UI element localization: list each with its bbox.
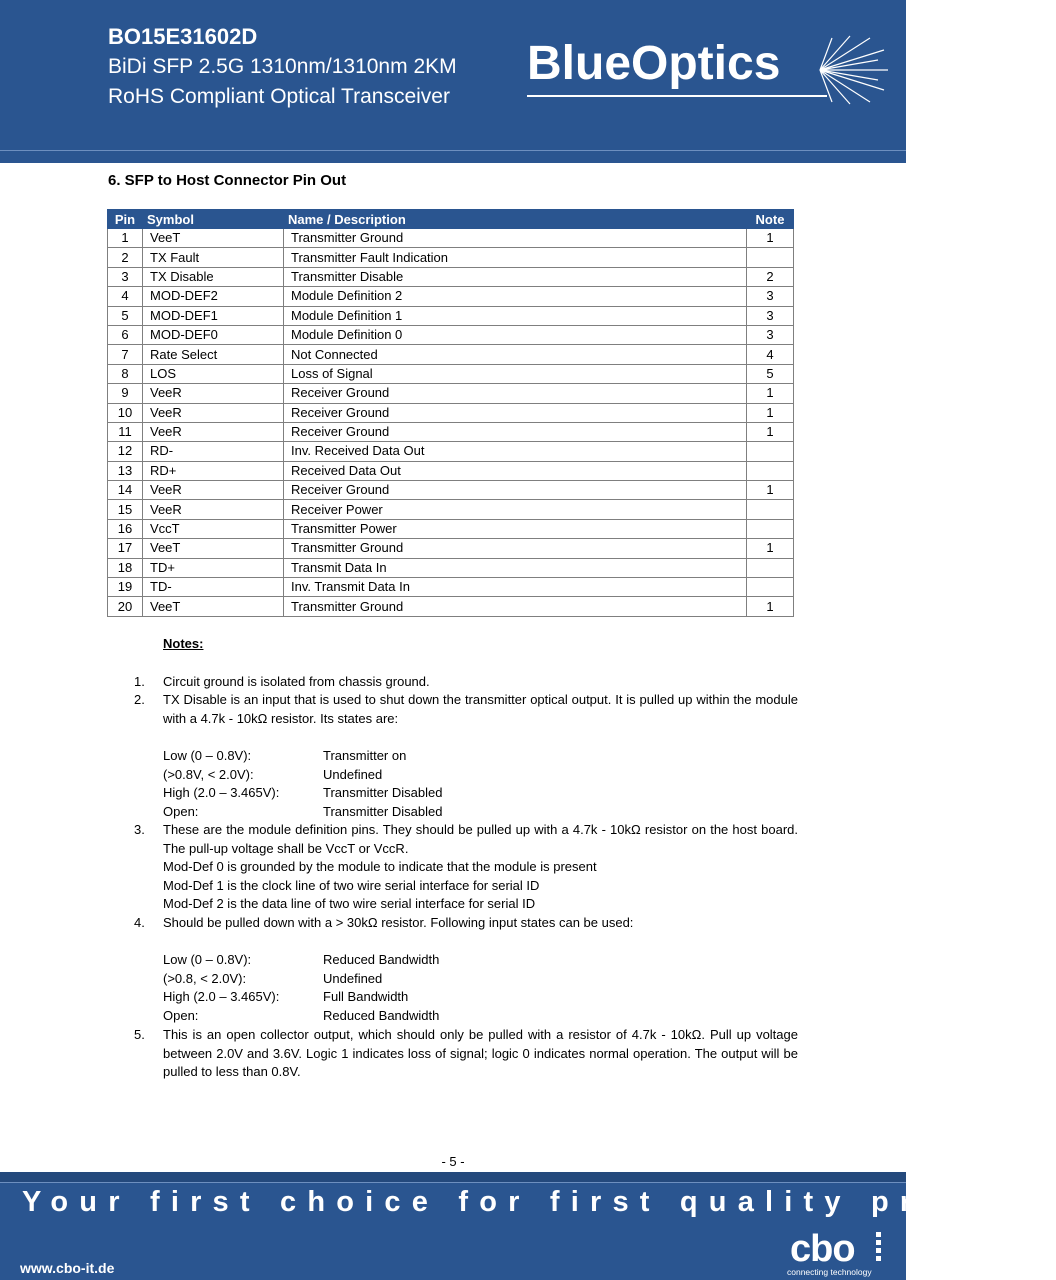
pin-number: 15 — [108, 500, 143, 519]
pin-number: 16 — [108, 519, 143, 538]
header-band — [0, 150, 906, 163]
pin-number: 4 — [108, 287, 143, 306]
note-text: This is an open collector output, which should only be pulled with a resistor of 4.7k - 10kΩ. Pull up voltage between 2.0V and 3.6V. Logic 1 indicates loss of signal; logic 0 indicates normal operation. The output will be pulled to less than 0.8V. — [163, 1027, 798, 1080]
logo-underline — [527, 95, 827, 97]
pin-description: Inv. Received Data Out — [284, 442, 747, 461]
pin-number: 3 — [108, 267, 143, 286]
footer-website-link[interactable]: www.cbo-it.de — [20, 1260, 115, 1276]
state-condition: High (2.0 – 3.465V): — [163, 989, 280, 1005]
state-condition: Low (0 – 0.8V): — [163, 748, 252, 763]
state-condition: Open: — [163, 803, 199, 819]
pin-symbol: VeeR — [143, 500, 284, 519]
state-result: Reduced Bandwidth — [323, 1007, 440, 1023]
pin-number: 13 — [108, 461, 143, 480]
table-row — [108, 481, 794, 500]
notes-title: Notes: — [163, 636, 204, 651]
pin-note: 3 — [747, 325, 794, 344]
product-description-line2: RoHS Compliant Optical Transceiver — [108, 85, 450, 108]
rate-select-states — [163, 951, 439, 1025]
state-result: Undefined — [323, 970, 383, 986]
table-row — [108, 403, 794, 422]
header-note: Note — [747, 210, 794, 229]
pin-description: Module Definition 0 — [284, 325, 747, 344]
pin-symbol: MOD-DEF1 — [143, 306, 284, 325]
table-header-row — [108, 210, 794, 229]
pin-note: 1 — [747, 229, 794, 248]
state-row — [163, 951, 439, 970]
table-row — [108, 384, 794, 403]
cbo-dots-icon — [876, 1232, 882, 1268]
pin-number: 17 — [108, 539, 143, 558]
pin-description: Receiver Ground — [284, 481, 747, 500]
state-row — [163, 747, 442, 766]
pin-symbol: TX Disable — [143, 267, 284, 286]
pin-description: Module Definition 2 — [284, 287, 747, 306]
note-5 — [134, 1026, 798, 1082]
pin-symbol: VeeR — [143, 422, 284, 441]
pin-note: 1 — [747, 481, 794, 500]
pin-symbol: TX Fault — [143, 248, 284, 267]
table-row — [108, 539, 794, 558]
header-description: Name / Description — [284, 210, 747, 229]
table-row — [108, 500, 794, 519]
state-row — [163, 766, 442, 785]
pin-symbol: RD- — [143, 442, 284, 461]
state-condition: Low (0 – 0.8V): — [163, 952, 252, 967]
note-text: Circuit ground is isolated from chassis ground. — [163, 674, 430, 689]
pin-note: 1 — [747, 403, 794, 422]
state-result: Transmitter on — [323, 748, 407, 763]
table-row — [108, 287, 794, 306]
pin-note — [747, 248, 794, 267]
pin-symbol: VeeT — [143, 229, 284, 248]
table-row — [108, 325, 794, 344]
pin-note — [747, 578, 794, 597]
note-2 — [134, 691, 798, 728]
state-result: Transmitter Disabled — [323, 803, 443, 819]
state-condition: (>0.8, < 2.0V): — [163, 970, 247, 986]
tx-disable-states — [163, 747, 442, 821]
pin-number: 20 — [108, 597, 143, 616]
table-row — [108, 597, 794, 616]
pin-symbol: VeeR — [143, 403, 284, 422]
note-4 — [134, 914, 798, 933]
pin-description: Module Definition 1 — [284, 306, 747, 325]
table-row — [108, 558, 794, 577]
note-number: 1. — [134, 674, 145, 689]
pin-symbol: VeeT — [143, 539, 284, 558]
pin-note — [747, 500, 794, 519]
pin-symbol: TD+ — [143, 558, 284, 577]
state-condition: Open: — [163, 1007, 199, 1023]
state-result: Full Bandwidth — [323, 989, 409, 1005]
note-3 — [134, 821, 798, 914]
pin-number: 1 — [108, 229, 143, 248]
section-title: 6. SFP to Host Connector Pin Out — [108, 172, 347, 189]
blueoptics-logo: BlueOptics — [527, 37, 781, 90]
pin-number: 11 — [108, 422, 143, 441]
header-title-block — [108, 22, 457, 112]
note-text: TX Disable is an input that is used to shut down the transmitter optical output. It is pulled up within the module with a 4.7k - 10kΩ resistor. Its states are: — [163, 692, 798, 726]
note-number: 5. — [134, 1027, 145, 1042]
state-result: Undefined — [323, 766, 383, 782]
state-row — [163, 970, 439, 989]
pin-number: 5 — [108, 306, 143, 325]
cbo-tagline: connecting technology — [787, 1267, 872, 1277]
pin-note: 5 — [747, 364, 794, 383]
note-text-line: Mod-Def 2 is the data line of two wire serial interface for serial ID — [163, 896, 536, 912]
table-row — [108, 345, 794, 364]
table-row — [108, 519, 794, 538]
footer-band — [0, 1172, 906, 1183]
pin-note: 3 — [747, 287, 794, 306]
state-row — [163, 803, 442, 822]
product-description-line1: BiDi SFP 2.5G 1310nm/1310nm 2KM — [108, 55, 457, 78]
pin-symbol: RD+ — [143, 461, 284, 480]
pin-description: Transmitter Ground — [284, 539, 747, 558]
pin-note — [747, 442, 794, 461]
product-code: BO15E31602D — [108, 24, 258, 49]
pin-note — [747, 558, 794, 577]
pin-description: Transmitter Fault Indication — [284, 248, 747, 267]
state-result: Reduced Bandwidth — [323, 952, 440, 967]
header-pin: Pin — [108, 210, 143, 229]
table-row — [108, 248, 794, 267]
note-number: 4. — [134, 915, 145, 930]
cbo-logo: cbo — [790, 1228, 855, 1270]
pin-note — [747, 461, 794, 480]
pin-number: 14 — [108, 481, 143, 500]
pin-description: Transmitter Disable — [284, 267, 747, 286]
table-row — [108, 267, 794, 286]
pin-description: Transmitter Ground — [284, 597, 747, 616]
table-row — [108, 578, 794, 597]
table-row — [108, 364, 794, 383]
footer-slogan: Your first choice for first quality prodcts — [22, 1186, 1056, 1218]
pin-symbol: VccT — [143, 519, 284, 538]
pin-symbol: LOS — [143, 364, 284, 383]
pin-description: Receiver Ground — [284, 384, 747, 403]
pin-symbol: VeeT — [143, 597, 284, 616]
pin-description: Receiver Ground — [284, 403, 747, 422]
table-row — [108, 442, 794, 461]
pin-symbol: TD- — [143, 578, 284, 597]
note-number: 3. — [134, 822, 145, 837]
pin-note: 1 — [747, 597, 794, 616]
pin-note: 4 — [747, 345, 794, 364]
pin-description: Transmit Data In — [284, 558, 747, 577]
pin-description: Received Data Out — [284, 461, 747, 480]
state-result: Transmitter Disabled — [323, 785, 443, 801]
pin-number: 7 — [108, 345, 143, 364]
pin-description: Transmitter Ground — [284, 229, 747, 248]
table-row — [108, 461, 794, 480]
pin-description: Not Connected — [284, 345, 747, 364]
pin-description: Transmitter Power — [284, 519, 747, 538]
pin-number: 8 — [108, 364, 143, 383]
pin-out-table — [107, 209, 794, 617]
pin-note: 3 — [747, 306, 794, 325]
pin-symbol: VeeR — [143, 481, 284, 500]
pin-note: 1 — [747, 539, 794, 558]
pin-number: 19 — [108, 578, 143, 597]
pin-symbol: MOD-DEF2 — [143, 287, 284, 306]
state-condition: (>0.8V, < 2.0V): — [163, 766, 254, 782]
pin-description: Loss of Signal — [284, 364, 747, 383]
pin-symbol: MOD-DEF0 — [143, 325, 284, 344]
pin-number: 10 — [108, 403, 143, 422]
page-number: - 5 - — [441, 1154, 465, 1169]
pin-note: 1 — [747, 422, 794, 441]
note-text: Should be pulled down with a > 30kΩ resistor. Following input states can be used: — [163, 915, 634, 930]
pin-description: Receiver Power — [284, 500, 747, 519]
state-condition: High (2.0 – 3.465V): — [163, 785, 280, 801]
note-text: These are the module definition pins. They should be pulled up with a 4.7k - 10kΩ resistor on the host board. The pull-up voltage shall be VccT or VccR. — [163, 822, 798, 856]
table-row — [108, 306, 794, 325]
table-row — [108, 229, 794, 248]
pin-note: 2 — [747, 267, 794, 286]
header-symbol: Symbol — [143, 210, 284, 229]
note-text-line: Mod-Def 0 is grounded by the module to indicate that the module is present — [163, 859, 597, 875]
state-row — [163, 988, 439, 1007]
state-row — [163, 784, 442, 803]
note-text-line: Mod-Def 1 is the clock line of two wire serial interface for serial ID — [163, 877, 540, 893]
pin-number: 6 — [108, 325, 143, 344]
pin-symbol: VeeR — [143, 384, 284, 403]
pin-note — [747, 519, 794, 538]
pin-number: 18 — [108, 558, 143, 577]
note-number: 2. — [134, 692, 145, 707]
pin-description: Inv. Transmit Data In — [284, 578, 747, 597]
note-1 — [134, 673, 798, 692]
pin-number: 2 — [108, 248, 143, 267]
pin-symbol: Rate Select — [143, 345, 284, 364]
pin-note: 1 — [747, 384, 794, 403]
pin-number: 9 — [108, 384, 143, 403]
pin-description: Receiver Ground — [284, 422, 747, 441]
pin-number: 12 — [108, 442, 143, 461]
table-row — [108, 422, 794, 441]
state-row — [163, 1007, 439, 1026]
